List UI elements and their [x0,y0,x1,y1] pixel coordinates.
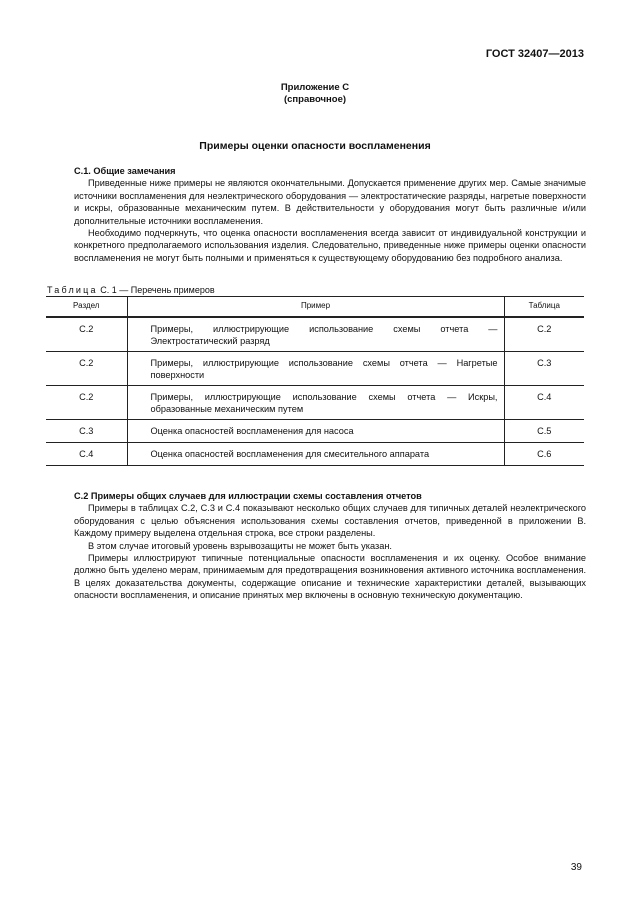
table-row [46,443,584,466]
table-cell: С.5 [504,420,584,443]
table-cell: С.2 [46,386,127,420]
section-2-heading: С.2 Примеры общих случаев для иллюстрации схемы составления отчетов [74,491,422,501]
paragraph: В этом случае итоговый уровень взрывозащиты не может быть указан. [88,540,392,551]
table-cell: Примеры, иллюстрирующие использование схемы отчета — Электростатический разряд [127,317,504,352]
table-cell: Оценка опасностей воспламенения для насоса [127,420,504,443]
annex-subtitle: (справочное) [283,94,347,105]
column-header: Пример [127,297,504,318]
column-header: Таблица [504,297,584,318]
table-cell: С.2 [46,317,127,352]
table-cell: Оценка опасностей воспламенения для смесительного аппарата [127,443,504,466]
paragraph: Примеры иллюстрируют типичные потенциальные опасности воспламенения и их оценку. Особое внимание должно быть уделено мерам, принимаемым для предотвращения возникновения активного источника воспламенения. В целях доказательства документы, содержащие описание и технические характеристики деталей, вызывающих опасности воспламенения, и описание принятых мер включены в основную техническую документацию. [74,553,586,601]
paragraph: Примеры в таблицах С.2, С.3 и С.4 показывают несколько общих случаев для типичных деталей неэлектрического оборудования с целью объяснения использования схемы составления отчетов, приведенной в приложении В. Каждому примеру выделена отдельная строка, все строки разделены. [74,503,586,539]
table-row [46,386,584,420]
annex-heading [0,82,630,106]
table-cell: С.2 [46,352,127,386]
section-1 [74,165,586,264]
table-row [46,317,584,352]
table-caption-text: С. 1 — Перечень примеров [100,285,215,295]
table-cell: С.6 [504,443,584,466]
table-cell: С.3 [504,352,584,386]
table-header-row [46,297,584,318]
section-1-heading: С.1. Общие замечания [74,166,176,176]
section-2 [74,490,586,602]
table-cell: С.4 [46,443,127,466]
table-caption-prefix: Таблица [47,285,98,295]
table-row [46,420,584,443]
table-cell: Примеры, иллюстрирующие использование схемы отчета — Нагретые поверхности [127,352,504,386]
page-number: 39 [570,862,582,873]
annex-title: Приложение С [280,82,350,93]
table-cell: С.4 [504,386,584,420]
page-title: Примеры оценки опасности воспламенения [199,140,431,152]
column-header: Раздел [46,297,127,318]
table-caption [47,284,215,296]
paragraph: Приведенные ниже примеры не являются окончательными. Допускается применение других мер. Самые значимые источники воспламенения для неэлектрического оборудования — электростатические разряды, нагретые поверхности и искры, образованные механическим путем. В действительности у оборудования могут быть различные и/или дополнительные источники воспламенения. [74,178,586,226]
paragraph: Необходимо подчеркнуть, что оценка опасности воспламенения всегда зависит от индивидуальной конструкции и конкретного предполагаемого использования изделия. Следовательно, приведенные ниже примеры оценки опасности воспламенения не могут быть полными и применяться к существующему оборудованию без подробного анализа. [74,228,586,263]
table-cell: Примеры, иллюстрирующие использование схемы отчета — Искры, образованные механическим путем [127,386,504,420]
table-cell: С.3 [46,420,127,443]
table-row [46,352,584,386]
table-cell: С.2 [504,317,584,352]
examples-table [46,296,584,466]
standard-number: ГОСТ 32407—2013 [485,48,584,60]
